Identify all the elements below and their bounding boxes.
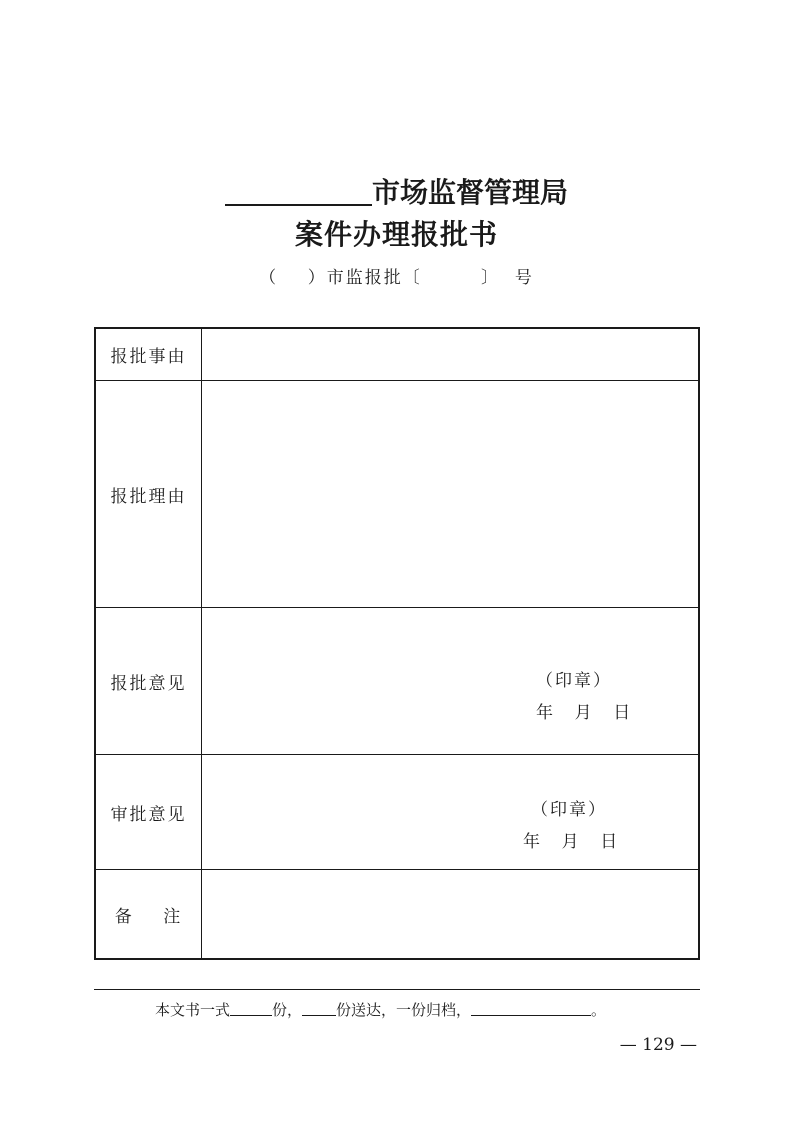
row-label: 报批理由 xyxy=(96,381,202,607)
row-label: 报批事由 xyxy=(96,329,202,380)
approval-opinion-field[interactable] xyxy=(201,755,698,869)
seal-note: （印章） xyxy=(531,800,607,820)
copies-note xyxy=(155,998,606,1022)
copies-total-blank[interactable] xyxy=(230,998,272,1016)
matter-field[interactable] xyxy=(201,329,698,380)
row-submit-opinion xyxy=(96,608,698,755)
approval-form-table xyxy=(94,327,700,960)
copies-note-text: 。 xyxy=(591,1001,607,1019)
row-label: 备 注 xyxy=(96,870,202,958)
row-approval-opinion xyxy=(96,755,698,870)
document-number: （ ）市监报批〔 〕 号 xyxy=(259,268,534,288)
agency-name-blank xyxy=(225,174,372,206)
copies-note-text: 份， xyxy=(272,1001,303,1019)
seal-note: （印章） xyxy=(536,671,612,691)
date-line: 年 月 日 xyxy=(536,703,631,723)
row-remarks xyxy=(96,870,698,958)
row-matter xyxy=(96,329,698,381)
copies-served-blank[interactable] xyxy=(302,998,336,1016)
agency-suffix: 市场监督管理局 xyxy=(371,176,568,209)
remarks-field[interactable] xyxy=(201,870,698,958)
row-label: 审批意见 xyxy=(96,755,202,869)
copies-note-text: 本文书一式 xyxy=(155,1001,231,1019)
reason-field[interactable] xyxy=(201,381,698,607)
page-number: — 129 — xyxy=(619,1035,697,1055)
row-label: 报批意见 xyxy=(96,608,202,754)
copies-extra-blank[interactable] xyxy=(471,998,591,1016)
submit-opinion-field[interactable] xyxy=(201,608,698,754)
document-title: 案件办理报批书 xyxy=(294,218,498,251)
footer-divider xyxy=(94,989,700,990)
row-reason xyxy=(96,381,698,608)
copies-note-text: 份送达，一份归档， xyxy=(336,1001,472,1019)
agency-title xyxy=(0,174,793,212)
date-line: 年 月 日 xyxy=(523,832,618,852)
